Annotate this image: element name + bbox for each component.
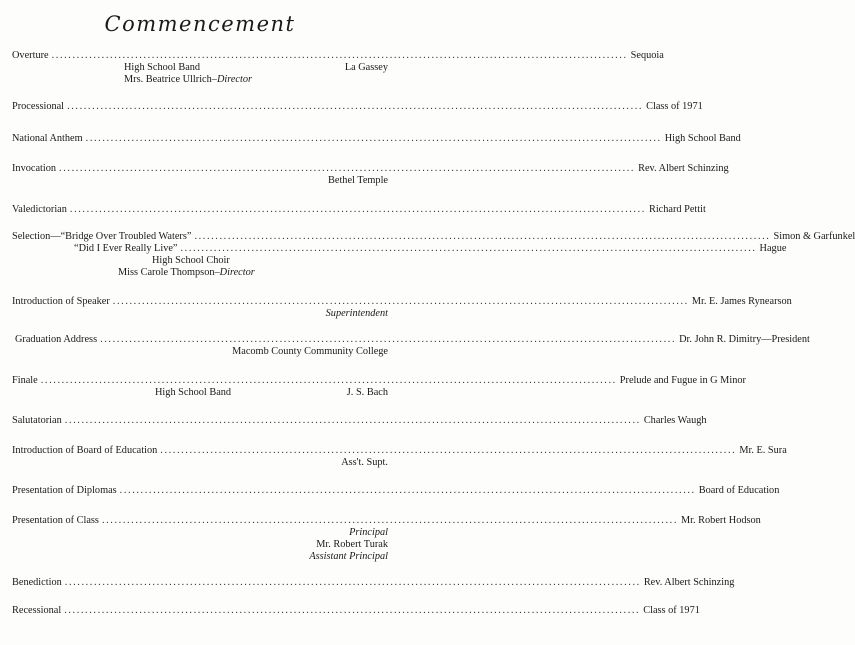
selection-line-2 <box>12 243 787 255</box>
salutatorian-value: Charles Waugh <box>643 415 707 426</box>
overture-director: Mrs. Beatrice Ullrich–Director <box>124 74 253 85</box>
recessional-value: Class of 1971 <box>643 605 700 616</box>
intro-speaker-value: Mr. E. James Rynearson <box>691 296 792 307</box>
selection-line <box>12 231 855 243</box>
address-line <box>15 334 810 346</box>
overture-director-role: Director <box>216 74 253 85</box>
recessional-line <box>12 605 700 617</box>
finale-performer: High School Band <box>155 387 232 398</box>
leader-dots: .......................................................................................................................................... <box>119 485 696 496</box>
processional-value: Class of 1971 <box>646 101 703 112</box>
anthem-line <box>12 133 741 145</box>
leader-dots: .......................................................................................................................................... <box>180 243 757 254</box>
valedictorian-value: Richard Pettit <box>648 204 706 215</box>
address-label: Graduation Address <box>15 334 98 345</box>
leader-dots: .......................................................................................................................................... <box>59 163 636 174</box>
leader-dots: .......................................................................................................................................... <box>69 204 646 215</box>
leader-dots: .......................................................................................................................................... <box>40 375 617 386</box>
finale-line <box>12 375 746 387</box>
invocation-line <box>12 163 729 175</box>
benediction-line <box>12 577 735 589</box>
selection-director-name: Miss Carole Thompson <box>118 267 215 278</box>
overture-director-name: Mrs. Beatrice Ullrich <box>124 74 212 85</box>
class-line <box>12 515 761 527</box>
intro-speaker-title: Superintendent <box>325 308 388 319</box>
salutatorian-label: Salutatorian <box>12 415 62 426</box>
leader-dots: .......................................................................................................................................... <box>101 515 678 526</box>
diplomas-value: Board of Education <box>698 485 780 496</box>
selection-performer: High School Choir <box>152 255 230 266</box>
intro-speaker-label: Introduction of Speaker <box>12 296 110 307</box>
benediction-label: Benediction <box>12 577 62 588</box>
leader-dots: .......................................................................................................................................... <box>194 231 771 242</box>
processional-label: Processional <box>12 101 65 112</box>
intro-board-label: Introduction of Board of Education <box>12 445 158 456</box>
page-title: Commencement <box>104 12 296 36</box>
finale-composer: J. S. Bach <box>346 387 388 398</box>
selection-value-2: Hague <box>759 243 787 254</box>
leader-dots: .......................................................................................................................................... <box>64 577 641 588</box>
invocation-church: Bethel Temple <box>328 175 388 186</box>
class-label: Presentation of Class <box>12 515 99 526</box>
invocation-value: Rev. Albert Schinzing <box>638 163 729 174</box>
address-value: Dr. John R. Dimitry—President <box>679 334 810 345</box>
class-name-2: Mr. Robert Turak <box>316 539 388 550</box>
valedictorian-line <box>12 204 706 216</box>
intro-speaker-line <box>12 296 792 308</box>
leader-dots: .......................................................................................................................................... <box>112 296 689 307</box>
overture-value: Sequoia <box>630 50 664 61</box>
intro-board-line <box>12 445 787 457</box>
overture-line <box>12 50 664 62</box>
leader-dots: .......................................................................................................................................... <box>67 101 644 112</box>
leader-dots: .......................................................................................................................................... <box>51 50 628 61</box>
selection-value: Simon & Garfunkel <box>773 231 855 242</box>
diplomas-line <box>12 485 780 497</box>
finale-label: Finale <box>12 375 38 386</box>
valedictorian-label: Valedictorian <box>12 204 67 215</box>
finale-value: Prelude and Fugue in G Minor <box>619 375 746 386</box>
leader-dots: .......................................................................................................................................... <box>64 415 641 426</box>
leader-dots: .......................................................................................................................................... <box>85 133 662 144</box>
selection-director: Miss Carole Thompson–Director <box>118 267 255 278</box>
recessional-label: Recessional <box>12 605 62 616</box>
diplomas-label: Presentation of Diplomas <box>12 485 117 496</box>
class-title-1: Principal <box>349 527 388 538</box>
intro-board-value: Mr. E. Sura <box>739 445 787 456</box>
selection-label-2: “Did I Ever Really Live” <box>74 243 178 254</box>
overture-label: Overture <box>12 50 49 61</box>
leader-dots: .......................................................................................................................................... <box>100 334 677 345</box>
address-institution: Macomb County Community College <box>232 346 388 357</box>
anthem-label: National Anthem <box>12 133 83 144</box>
intro-board-title: Ass't. Supt. <box>341 457 388 468</box>
selection-director-role: Director <box>219 267 255 278</box>
anthem-value: High School Band <box>664 133 741 144</box>
processional-line <box>12 101 703 113</box>
class-value: Mr. Robert Hodson <box>681 515 761 526</box>
class-title-2: Assistant Principal <box>309 551 388 562</box>
leader-dots: .......................................................................................................................................... <box>64 605 641 616</box>
salutatorian-line <box>12 415 707 427</box>
overture-composer: La Gassey <box>344 62 388 73</box>
overture-performer: High School Band <box>124 62 201 73</box>
invocation-label: Invocation <box>12 163 57 174</box>
selection-label: Selection—“Bridge Over Troubled Waters” <box>12 231 192 242</box>
leader-dots: .......................................................................................................................................... <box>160 445 737 456</box>
benediction-value: Rev. Albert Schinzing <box>643 577 735 588</box>
